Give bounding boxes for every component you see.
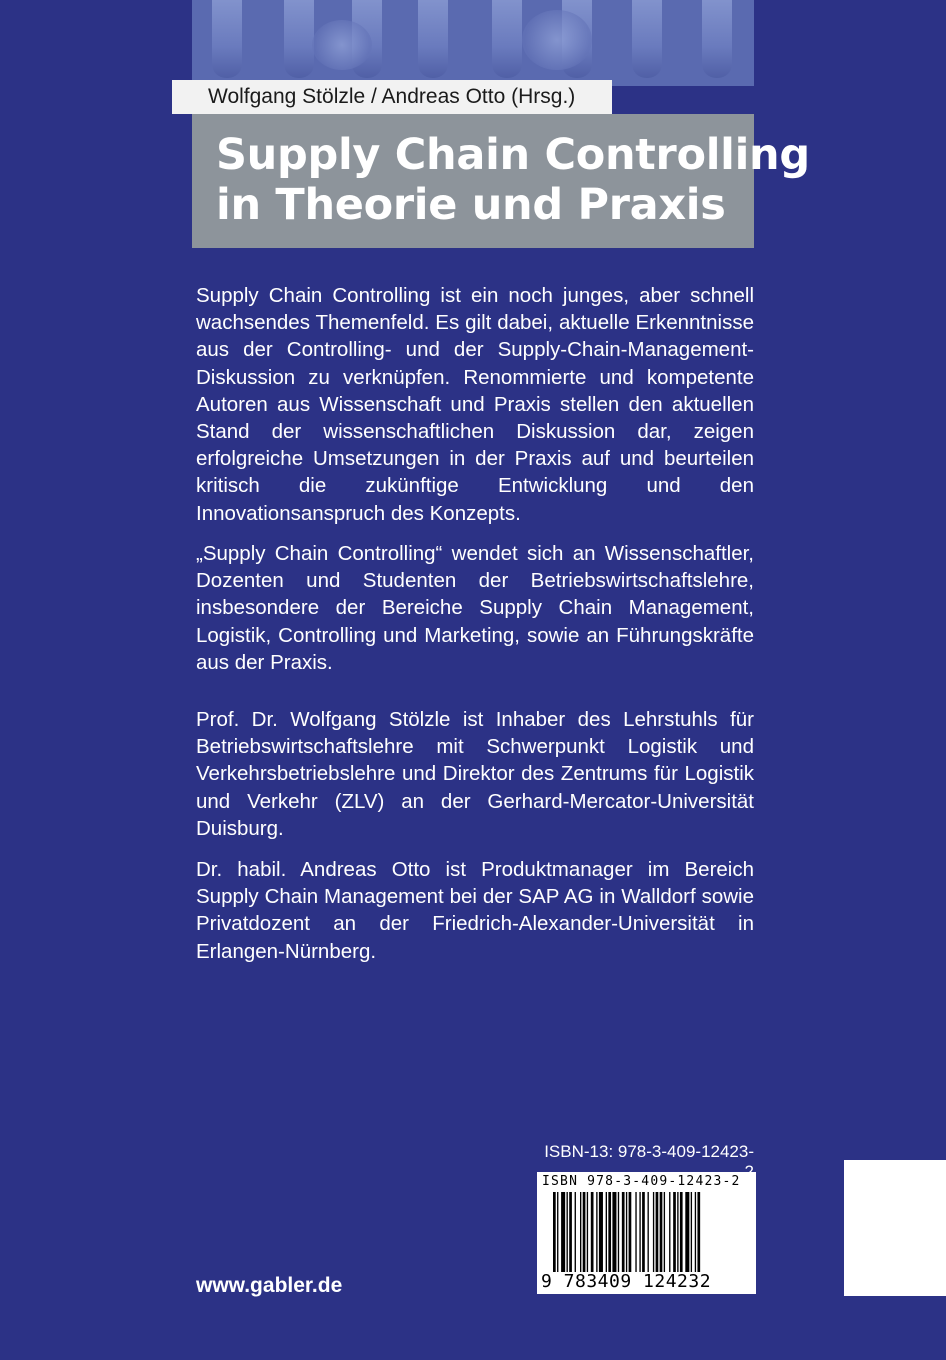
description-paragraph-2: „Supply Chain Controlling“ wendet sich an Wissenschaftler, Dozenten und Studenten der Betriebswirtschaftslehre, insbesondere der Bereiche Supply Chain Management, Logistik, Controlling und Marketing, sowie an Führungskräfte aus der Praxis. (196, 542, 754, 674)
cover-decorative-pattern (192, 0, 754, 86)
isbn-label: ISBN-13: 978-3-409-12423- (544, 1142, 754, 1161)
publisher-website: www.gabler.de (196, 1274, 343, 1297)
isbn-barcode (537, 1172, 756, 1294)
editors-label: Wolfgang Stölzle / Andreas Otto (Hrsg.) (172, 80, 612, 114)
price-sticker-blank (844, 1160, 946, 1296)
book-title-line-2: in Theorie und Praxis (216, 180, 726, 230)
author-bio-stoelzle: Prof. Dr. Wolfgang Stölzle ist Inhaber des Lehrstuhls für Betriebswirtschaftslehre mit Schwerpunkt Logistik und Verkehrsbetriebslehre und Direktor des Zentrums für Logistik und Verkehr (ZLV) an der Gerhard-Mercator-Universität Duisburg. (196, 708, 754, 840)
description-paragraph-1: Supply Chain Controlling ist ein noch junges, aber schnell wachsendes Themenfeld. Es gilt dabei, aktuelle Erkenntnisse aus der Controlling- und der Supply-Chain-Management-Diskussion zu verknüpfen. Renommierte und kompetente Autoren aus Wissenschaft und Praxis stellen den aktuellen Stand der wissenschaftlichen Diskussion dar, zeigen erfolgreiche Umsetzungen in der Praxis auf und beurteilen kritisch die zukünftige Entwicklung und den Innovationsanspruch des Konzepts. (196, 284, 754, 525)
barcode-digits: 9 783409 124232 (541, 1271, 712, 1292)
barcode-bars (553, 1192, 749, 1272)
book-title-line-1: Supply Chain Controlling (216, 130, 810, 180)
author-bio-otto: Dr. habil. Andreas Otto ist Produktmanager im Bereich Supply Chain Management bei der SAP AG in Walldorf sowie Privatdozent an der Friedrich-Alexander-Universität in Erlangen-Nürnberg. (196, 858, 754, 963)
book-title-box (192, 114, 810, 248)
barcode-isbn-text: ISBN 978-3-409-12423-2 (542, 1174, 741, 1189)
